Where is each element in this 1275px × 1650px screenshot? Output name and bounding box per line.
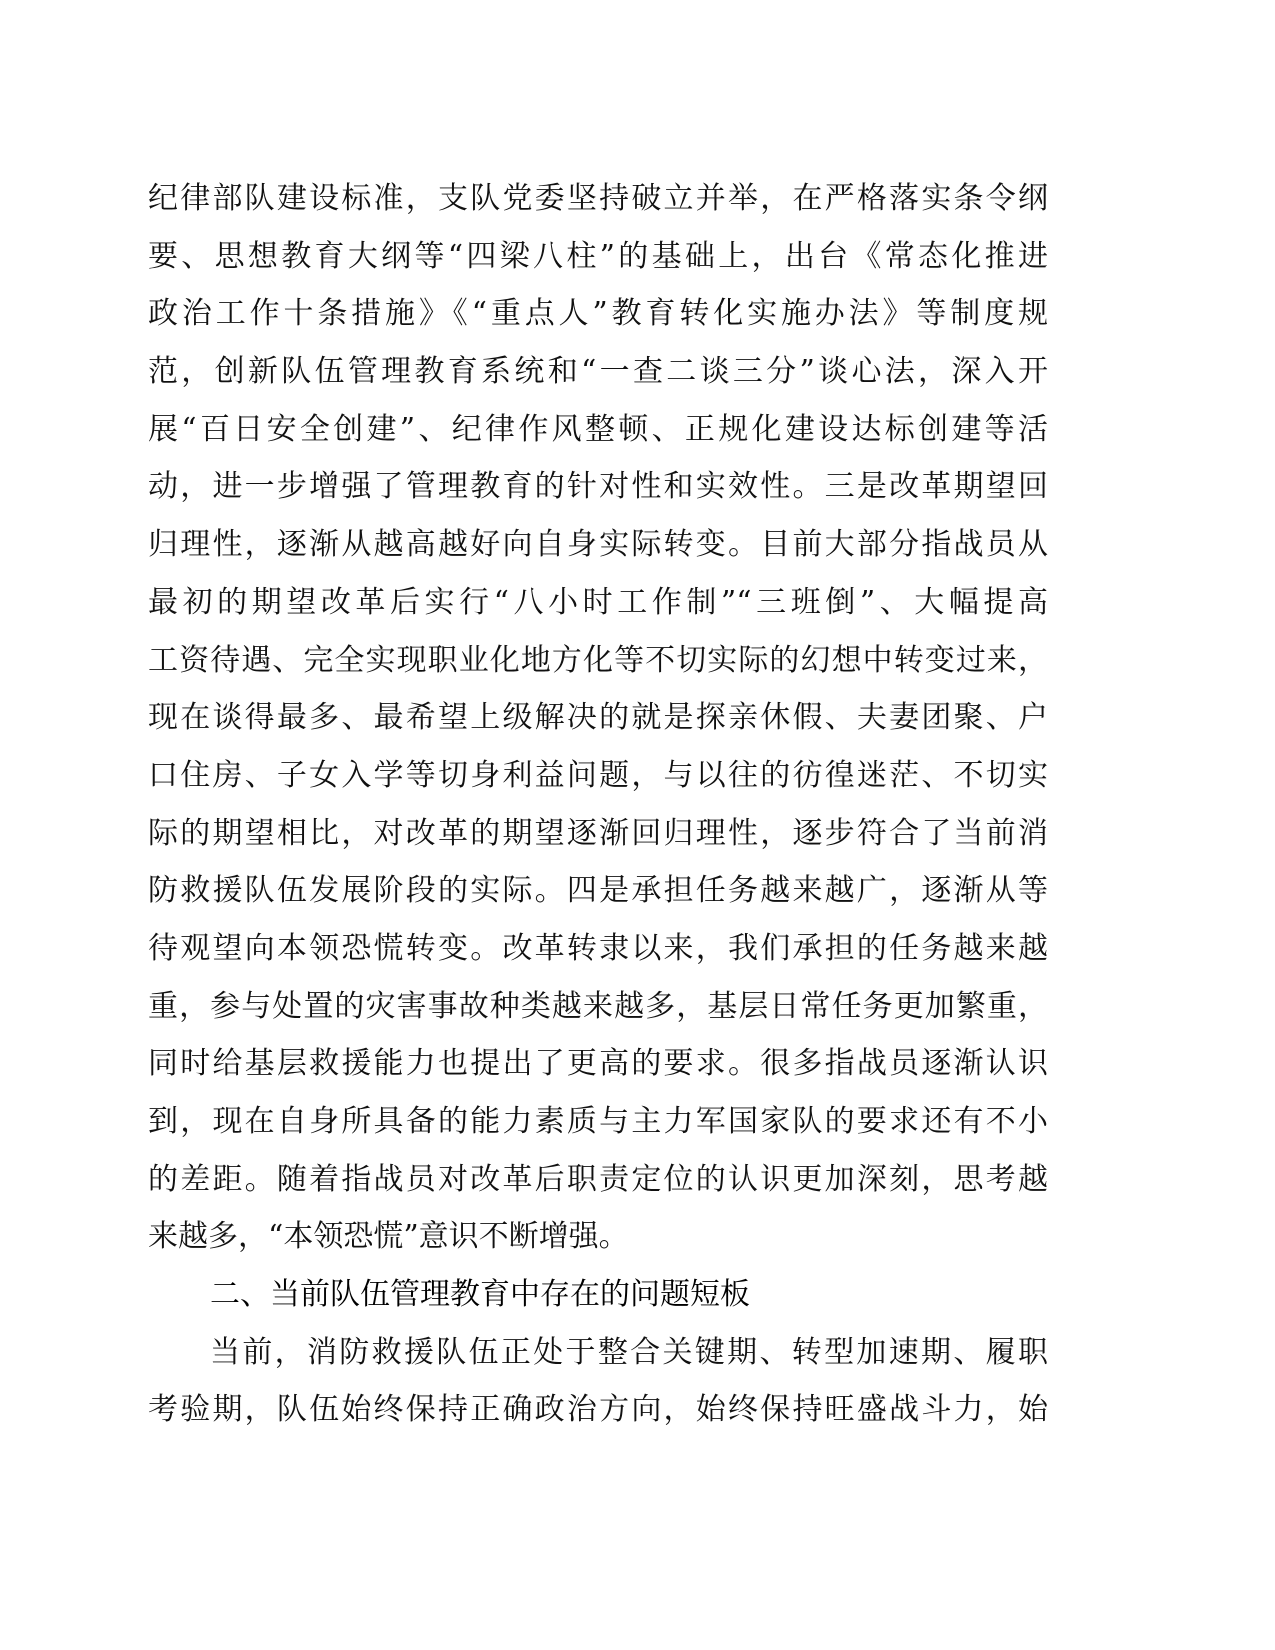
- paragraph-2-line-2: 考验期，队伍始终保持正确政治方向，始终保持旺盛战斗力，始: [148, 1392, 1048, 1428]
- paragraph-1-line-9: 工资待遇、完全实现职业化地方化等不切实际的幻想中转变过来，: [148, 642, 1048, 678]
- section-heading: 二、当前队伍管理教育中存在的问题短板: [210, 1277, 750, 1313]
- paragraph-1-line-18: 的差距。随着指战员对改革后职责定位的认识更加深刻，思考越: [148, 1161, 1048, 1197]
- paragraph-1-line-17: 到，现在自身所具备的能力素质与主力军国家队的要求还有不小: [148, 1104, 1048, 1139]
- paragraph-1-line-16: 同时给基层救援能力也提出了更高的要求。很多指战员逐渐认识: [148, 1046, 1048, 1082]
- paragraph-1-line-3: 政治工作十条措施》《“重点人”教育转化实施办法》等制度规: [148, 296, 1048, 332]
- paragraph-2-line-1: 当前，消防救援队伍正处于整合关键期、转型加速期、履职: [210, 1334, 1048, 1370]
- paragraph-1-line-7: 归理性，逐渐从越高越好向自身实际转变。目前大部分指战员从: [148, 527, 1048, 563]
- paragraph-1-line-1: 纪律部队建设标准，支队党委坚持破立并举，在严格落实条令纲: [148, 181, 1048, 216]
- paragraph-1-line-13: 防救援队伍发展阶段的实际。四是承担任务越来越广，逐渐从等: [148, 873, 1048, 909]
- paragraph-1-line-5: 展“百日安全创建”、纪律作风整顿、正规化建设达标创建等活: [148, 411, 1048, 447]
- paragraph-1-line-11: 口住房、子女入学等切身利益问题，与以往的彷徨迷茫、不切实: [148, 757, 1048, 793]
- paragraph-1-line-19: 来越多，“本领恐慌”意识不断增强。: [148, 1219, 629, 1255]
- paragraph-1-line-2: 要、思想教育大纲等“四梁八柱”的基础上，出台《常态化推进: [148, 238, 1048, 274]
- document-body: [148, 170, 1048, 1439]
- paragraph-1-line-8: 最初的期望改革后实行“八小时工作制”“三班倒”、大幅提高: [148, 584, 1048, 620]
- paragraph-1-line-14: 待观望向本领恐慌转变。改革转隶以来，我们承担的任务越来越: [148, 930, 1048, 966]
- paragraph-1-line-6: 动，进一步增强了管理教育的针对性和实效性。三是改革期望回: [148, 469, 1048, 505]
- paragraph-1-line-10: 现在谈得最多、最希望上级解决的就是探亲休假、夫妻团聚、户: [148, 700, 1048, 736]
- paragraph-1-line-4: 范，创新队伍管理教育系统和“一查二谈三分”谈心法，深入开: [148, 354, 1048, 390]
- paragraph-1-line-15: 重，参与处置的灾害事故种类越来越多，基层日常任务更加繁重，: [148, 988, 1048, 1024]
- paragraph-1-line-12: 际的期望相比，对改革的期望逐渐回归理性，逐步符合了当前消: [148, 815, 1048, 851]
